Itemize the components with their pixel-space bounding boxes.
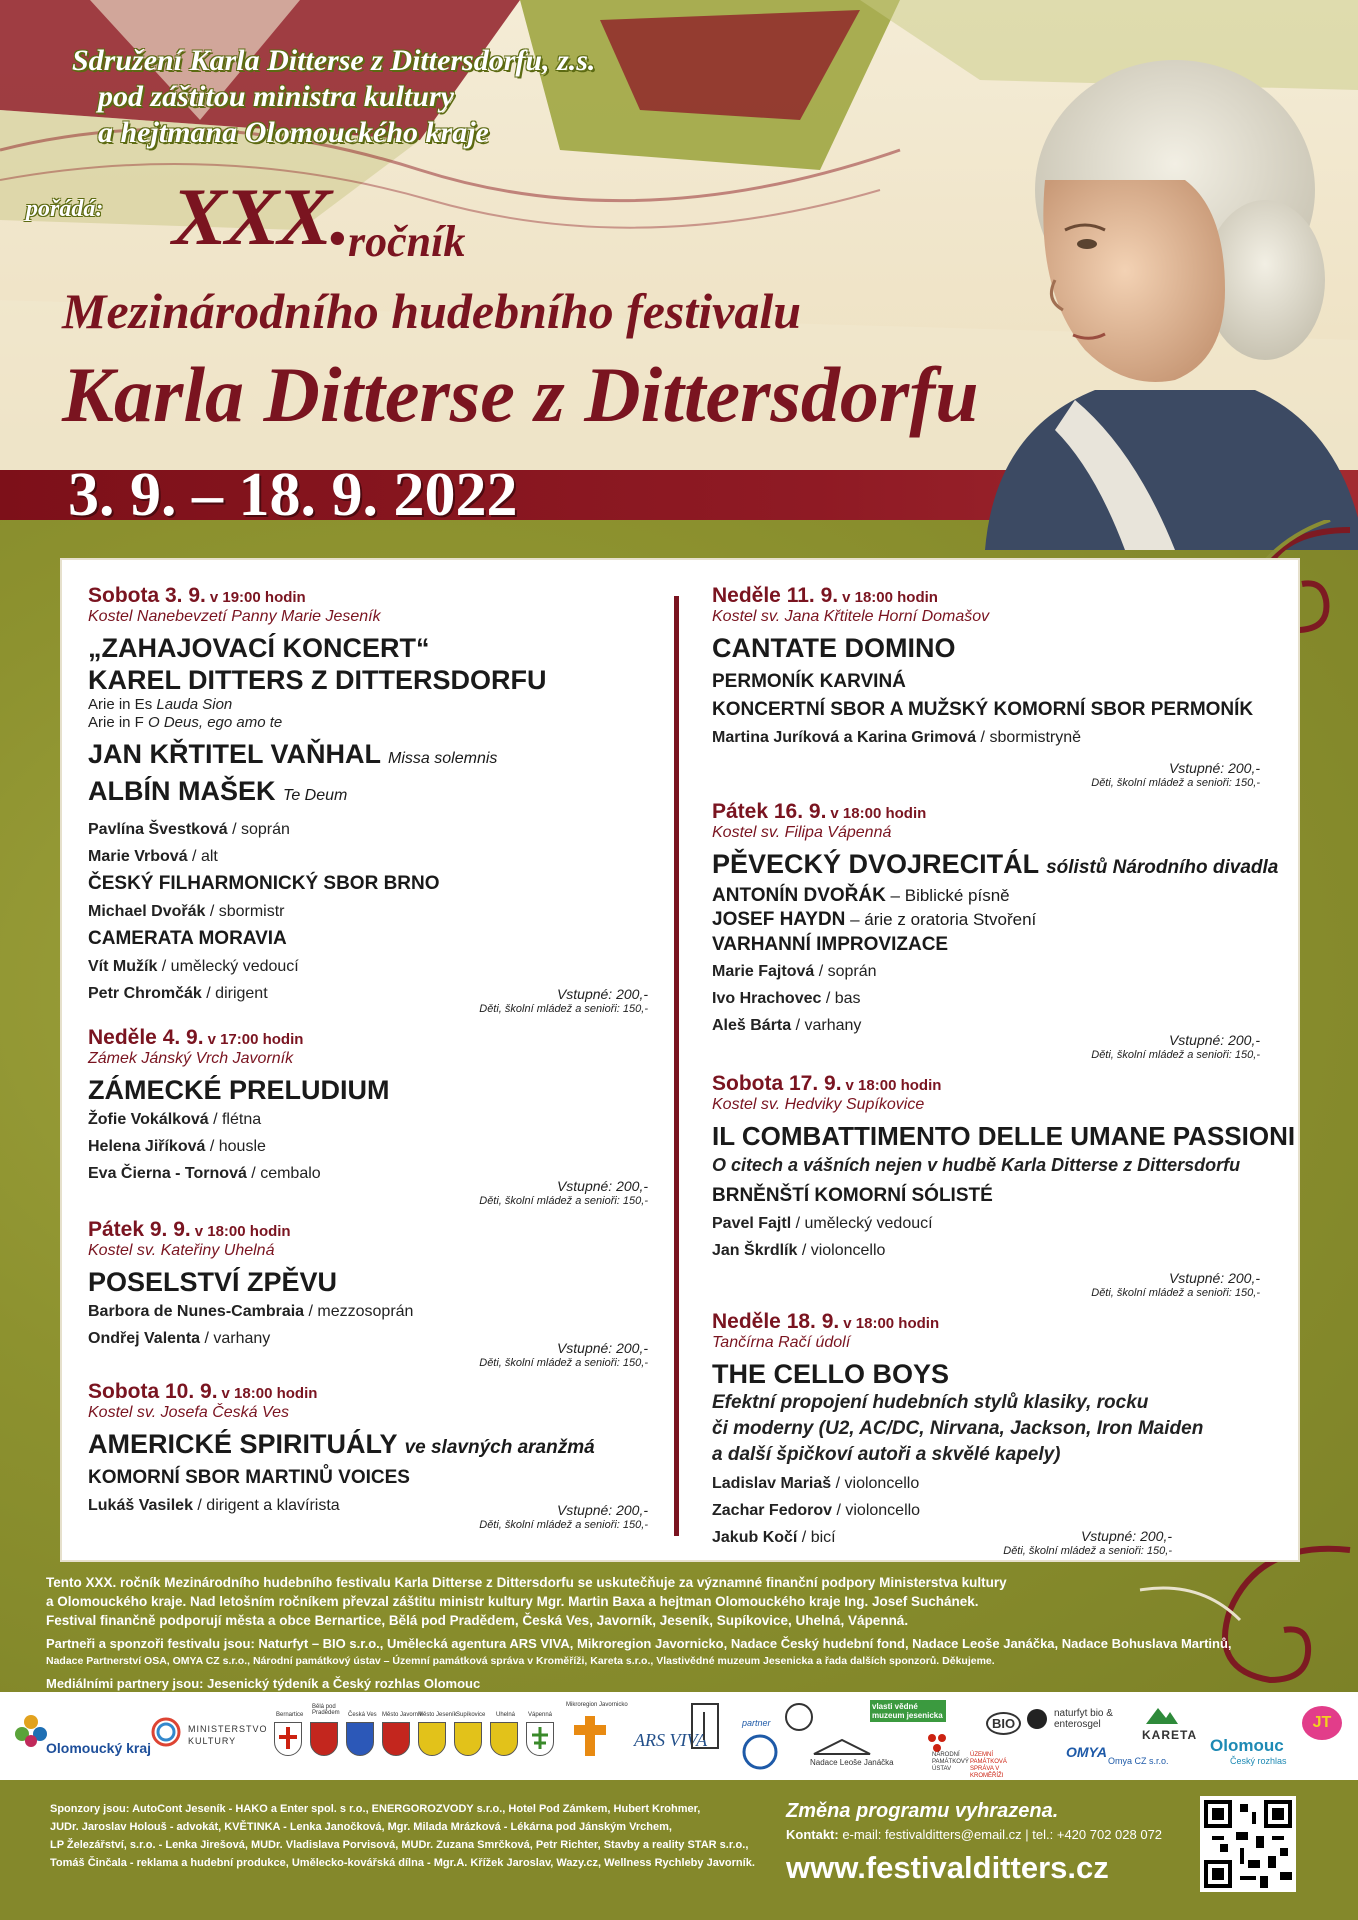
event-title: IL COMBATTIMENTO DELLE UMANE PASSIONI [712, 1121, 1296, 1151]
performer-name: Michael Dvořák [88, 903, 206, 920]
event-day [712, 1310, 1172, 1334]
event-time: v 18:00 hodin [843, 1315, 940, 1332]
flower-icon [14, 1714, 48, 1748]
event-date: Pátek 9. 9. [88, 1218, 191, 1241]
work-title: Missa solemnis [388, 750, 498, 767]
entry-fee: Vstupné: 200,- [1168, 1270, 1260, 1286]
composer-name: ANTONÍN DVOŘÁK [712, 885, 886, 906]
event-fri-9-9 [88, 1218, 648, 1370]
event-time: v 18:00 hodin [221, 1385, 318, 1402]
naturfyt-icon [1024, 1706, 1050, 1732]
event-date: Pátek 16. 9. [712, 800, 827, 823]
crest-label: Uhelná [496, 1712, 516, 1718]
performer [88, 1106, 648, 1133]
work-prefix: Arie in Es [88, 696, 157, 713]
info-line: Festival finančně podporují města a obce Bernartice, Bělá pod Pradědem, Česká Ves, Javorník, Jeseník, Supíkovice, Uhelná, Vápenná. [46, 1613, 909, 1628]
logo-jesenicky-tydenik: JT [1302, 1706, 1342, 1740]
event-subtitle: O citech a vášních nejen v hudbě Karla Ditterse z Dittersdorfu [712, 1155, 1241, 1175]
performer-name: Ladislav Mariaš [712, 1475, 832, 1492]
crest-label: Supíkovice [456, 1712, 486, 1718]
composer-name: ALBÍN MAŠEK [88, 776, 276, 806]
performer [712, 1497, 1172, 1524]
event-sun-4-9 [88, 1026, 648, 1208]
website-link[interactable]: www.festivalditters.cz [786, 1850, 1109, 1885]
performer [712, 1210, 1260, 1237]
crest-supikovice [454, 1722, 482, 1756]
event-sun-11-9 [712, 584, 1260, 790]
crest-vapenna [526, 1722, 554, 1756]
performer-role: / dirigent a klavírista [192, 1497, 340, 1514]
building-icon [812, 1736, 872, 1756]
performer-name: Jan Škrdlík [712, 1242, 798, 1259]
seal-icon [784, 1702, 814, 1732]
event-venue: Kostel sv. Filipa Vápenná [712, 824, 892, 841]
performer-name: Marie Vrbová [88, 848, 188, 865]
logo-ministry [150, 1716, 182, 1751]
event-sat-17-9 [712, 1072, 1296, 1300]
presents-label: pořádá: [26, 196, 104, 222]
organizer-line-3: a hejtmana Olomouckého kraje [98, 116, 489, 149]
work-title: – Biblické písně [885, 886, 1010, 905]
organizer-line-2: pod záštitou ministra kultury [98, 80, 454, 113]
qr-code-pattern [1204, 1800, 1292, 1888]
festival-dates: 3. 9. – 18. 9. 2022 [68, 461, 518, 529]
event-date: Sobota 3. 9. [88, 584, 206, 607]
performer [712, 1470, 1172, 1497]
event-title: „ZAHAJOVACÍ KONCERT“ [88, 633, 430, 663]
event-day [88, 584, 648, 608]
performer-role: / soprán [814, 963, 877, 980]
performer-role: / umělecký vedoucí [791, 1215, 933, 1232]
logo-martinu [784, 1702, 814, 1735]
performer-name: Petr Chromčák [88, 985, 202, 1002]
reduced-fee: Děti, školní mládež a senioři: 150,- [1091, 1049, 1260, 1061]
crest-label: Vápenná [528, 1712, 553, 1718]
performer-role: / bas [821, 990, 861, 1007]
logo-mikroregion [570, 1714, 610, 1761]
event-title-sub: sólistů Národního divadla [1046, 857, 1279, 878]
performer-name: Zachar Fedorov [712, 1502, 833, 1519]
cro-text: Český rozhlas [1230, 1756, 1287, 1766]
performer-role: / soprán [227, 821, 290, 838]
event-time: v 18:00 hodin [842, 589, 938, 606]
logo-omya: OMYA [1066, 1744, 1107, 1760]
ensemble-name: KONCERTNÍ SBOR A MUŽSKÝ KOMORNÍ SBOR PERMONÍK [712, 699, 1254, 720]
mountain-icon [1144, 1704, 1180, 1726]
performer-name: Ivo Hrachovec [712, 990, 822, 1007]
entry-fee: Vstupné: 200,- [1080, 1528, 1172, 1544]
performer-role: / cembalo [246, 1165, 321, 1182]
kareta-text: KARETA [1142, 1728, 1198, 1742]
program-right-column [712, 584, 1296, 1568]
entry-fee: Vstupné: 200,- [556, 986, 648, 1002]
crest-bernartice [274, 1722, 302, 1756]
performer-name: Marie Fajtová [712, 963, 815, 980]
work-line [712, 908, 1260, 932]
ticket-price [1003, 1529, 1172, 1558]
ensemble-name: KOMORNÍ SBOR MARTINŮ VOICES [88, 1467, 410, 1488]
performer [88, 1133, 648, 1160]
performer-role: / violoncello [831, 1475, 920, 1492]
npu-icon [926, 1732, 948, 1754]
info-line: Nadace Partnerství OSA, OMYA CZ s.r.o., Národní památkový ústav – Územní památková správa v Kroměříži, Kareta s.r.o., Vlastivědné muzeum Jesenicka a řada dalších sponzorů. Děkujeme. [46, 1655, 995, 1667]
work-line [88, 714, 648, 732]
work-line: VARHANNÍ IMPROVIZACE [712, 934, 949, 955]
performer-role: / bicí [797, 1529, 836, 1546]
sponsors-line: Tomáš Činčala - reklama a hudební produkce, Umělecko-kovářská dílna - Mgr.A. Křížek Jaroslav, Wazy.cz, Wellness Rychleby Javorník. [50, 1857, 755, 1869]
composer-portrait [925, 30, 1358, 550]
performer-role: / dirigent [201, 985, 268, 1002]
event-date: Sobota 10. 9. [88, 1380, 218, 1403]
qr-code[interactable] [1200, 1796, 1296, 1892]
performer-name: Žofie Vokálková [88, 1111, 209, 1128]
event-title [88, 1428, 648, 1464]
cross-icon [570, 1714, 610, 1758]
performer [712, 1237, 1260, 1264]
crest-label: Česká Ves [348, 1712, 377, 1718]
logo-ars-viva: ARS VIVA [634, 1730, 708, 1750]
event-title: CANTATE DOMINO [712, 633, 956, 663]
event-sat-3-9 [88, 584, 648, 1016]
crest-ceska-ves [346, 1722, 374, 1756]
composer-line [88, 738, 648, 775]
performer-role: / violoncello [832, 1502, 921, 1519]
crest-label: Bernartice [276, 1712, 304, 1718]
event-day [712, 584, 1260, 608]
entry-fee: Vstupné: 200,- [556, 1502, 648, 1518]
event-venue: Kostel sv. Jana Křtitele Horní Domašov [712, 608, 990, 625]
ticket-price [479, 1341, 648, 1370]
logo-naturfyt [1024, 1706, 1050, 1735]
performer-name: Barbora de Nunes-Cambraia [88, 1303, 305, 1320]
event-date: Neděle 11. 9. [712, 584, 839, 607]
ticket-price [1091, 761, 1260, 790]
festival-info [46, 1573, 1316, 1693]
ticket-price [479, 1503, 648, 1532]
composer-name: JAN KŘTITEL VAŇHAL [88, 739, 381, 769]
event-venue: Tančírna Račí údolí [712, 1334, 851, 1351]
event-venue: Kostel sv. Kateřiny Uhelná [88, 1242, 275, 1259]
crest-bela [310, 1722, 338, 1756]
event-description: Efektní propojení hudebních stylů klasiky, rocku [712, 1392, 1149, 1413]
program-left-column [88, 584, 648, 1542]
contact-label: Kontakt: [786, 1827, 839, 1842]
performer-name: Martina Juríková a Karina Grimová [712, 729, 977, 746]
event-day [712, 1072, 1260, 1096]
reduced-fee: Děti, školní mládež a senioři: 150,- [479, 1003, 648, 1015]
partner-icon [740, 1730, 780, 1770]
festival-name-line-2: Karla Ditterse z Dittersdorfu [62, 351, 979, 438]
performer-name: Pavel Fajtl [712, 1215, 792, 1232]
edition-number: XXX. [172, 171, 349, 262]
event-venue: Kostel sv. Hedviky Supíkovice [712, 1096, 925, 1113]
logo-nadace-janacek [812, 1736, 872, 1759]
entry-fee: Vstupné: 200,- [556, 1340, 648, 1356]
work-prefix: Arie in F [88, 714, 149, 731]
logo-olomoucky-kraj [14, 1714, 48, 1751]
performer [88, 1298, 648, 1325]
performer-role: / varhany [791, 1017, 862, 1034]
ministry-text-1: MINISTERSTVO [188, 1724, 268, 1734]
ensemble-name: PERMONÍK KARVINÁ [712, 671, 906, 692]
composer-line [88, 775, 648, 812]
performer-role: / umělecký vedoucí [157, 958, 299, 975]
work-line [712, 884, 1260, 908]
performer-name: Aleš Bárta [712, 1017, 792, 1034]
ministry-text-2: KULTURY [188, 1736, 237, 1746]
event-venue: Kostel Nanebevzetí Panny Marie Jeseník [88, 608, 381, 625]
entry-fee: Vstupné: 200,- [556, 1178, 648, 1194]
crest-uhelna [490, 1722, 518, 1756]
performer [88, 898, 648, 925]
event-fri-16-9 [712, 800, 1279, 1062]
event-time: v 18:00 hodin [194, 1223, 291, 1240]
performer [712, 724, 1260, 751]
performer-name: Ondřej Valenta [88, 1330, 201, 1347]
performer-role: / sbormistr [205, 903, 285, 920]
event-day [88, 1026, 648, 1050]
event-title: POSELSTVÍ ZPĚVU [88, 1267, 338, 1297]
ticket-price [1091, 1033, 1260, 1062]
event-description: a další špičkoví autoři a skvělé kapely) [712, 1444, 1061, 1465]
mikroregion-text: Mikroregion Javornicko [566, 1702, 628, 1708]
composer-name: JOSEF HAYDN [712, 909, 846, 930]
logo-cro-olomouc: Olomouc [1210, 1736, 1284, 1755]
performer [88, 843, 648, 870]
naturfyt-text: naturfyt bio & enterosgel [1054, 1708, 1113, 1730]
work-title: – árie z oratoria Stvoření [845, 910, 1037, 929]
event-time: v 18:00 hodin [845, 1077, 942, 1094]
npu-text-2: ÚZEMNÍ PAMÁTKOVÁ SPRÁVA V KROMĚŘÍŽI [970, 1752, 1007, 1779]
event-title-sub: ve slavných aranžmá [404, 1437, 595, 1458]
event-title: ZÁMECKÉ PRELUDIUM [88, 1075, 390, 1105]
entry-fee: Vstupné: 200,- [1168, 760, 1260, 776]
entry-fee: Vstupné: 200,- [1168, 1032, 1260, 1048]
ticket-price [479, 1179, 648, 1208]
reduced-fee: Děti, školní mládež a senioři: 150,- [479, 1195, 648, 1207]
event-day [712, 800, 1260, 824]
event-venue: Kostel sv. Josefa Česká Ves [88, 1404, 289, 1421]
nadace-janacek-text: Nadace Leoše Janáčka [810, 1758, 894, 1767]
crest-javornik [382, 1722, 410, 1756]
sponsors-line: LP Železářství, s.r.o. - Lenka Jirešová, MUDr. Vladislava Porvisová, MUDr. Zuzana Smrčková, Petr Richter, Stavby a reality STAR s.r.o., [50, 1839, 749, 1851]
event-title [712, 848, 1279, 884]
work-line [88, 696, 648, 714]
logo-bio: BIO [986, 1712, 1021, 1735]
performer [88, 953, 648, 980]
performer-role: / varhany [200, 1330, 271, 1347]
performer [88, 816, 648, 843]
event-day [88, 1380, 648, 1404]
ticket-price [479, 987, 648, 1016]
event-title-text: AMERICKÉ SPIRITUÁLY [88, 1429, 398, 1459]
event-day [88, 1218, 648, 1242]
performer-role: / flétna [208, 1111, 262, 1128]
performer-role: / violoncello [797, 1242, 886, 1259]
info-line: Mediálními partnery jsou: Jesenický týdeník a Český rozhlas Olomouc [46, 1676, 481, 1691]
performer-role: / housle [205, 1138, 266, 1155]
partner-text: partner [742, 1718, 771, 1728]
work-title: Lauda Sion [156, 696, 233, 713]
npu-text: NÁRODNÍ PAMÁTKOVÝ ÚSTAV [932, 1752, 969, 1772]
festival-name-line-1: Mezinárodního hudebního festivalu [62, 283, 802, 339]
logo-kareta [1144, 1704, 1180, 1729]
event-date: Sobota 17. 9. [712, 1072, 842, 1095]
logo-muzeum: vlasti vědné muzeum jesenicka [870, 1700, 946, 1722]
performer-name: Vít Mužík [88, 958, 158, 975]
reduced-fee: Děti, školní mládež a senioři: 150,- [1091, 1287, 1260, 1299]
crest-jesenik [418, 1722, 446, 1756]
reduced-fee: Děti, školní mládež a senioři: 150,- [1091, 777, 1260, 789]
sponsors-line: JUDr. Jaroslav Holouš - advokát, KVĚTINKA - Lenka Janočková, Mgr. Milada Mrázková - Lékárna pod Jánským Vrchem, [50, 1821, 672, 1833]
reduced-fee: Děti, školní mládež a senioři: 150,- [1003, 1545, 1172, 1557]
work-title: Te Deum [283, 787, 348, 804]
sponsors-list [50, 1800, 755, 1872]
ensemble-name: ČESKÝ FILHARMONICKÝ SBOR BRNO [88, 873, 440, 894]
edition-word: ročník [348, 217, 466, 266]
ministry-icon [150, 1716, 182, 1748]
event-time: v 18:00 hodin [830, 805, 927, 822]
reduced-fee: Děti, školní mládež a senioři: 150,- [479, 1519, 648, 1531]
event-venue: Zámek Jánský Vrch Javorník [88, 1050, 294, 1067]
info-line: Tento XXX. ročník Mezinárodního hudebního festivalu Karla Ditterse z Dittersdorfu se uskutečňuje za významné finanční podpory Ministerstva kultury [46, 1575, 1007, 1590]
logo-partner-osa [740, 1730, 780, 1773]
event-sat-10-9 [88, 1380, 648, 1532]
info-line: Partneři a sponzoři festivalu jsou: Naturfyt – BIO s.r.o., Umělecká agentura ARS VIVA, Mikroregion Javornicko, Nadace Český hudební fond, Nadace Leoše Janáčka, Nadace Bohuslava Martinů, [46, 1636, 1232, 1651]
event-date: Neděle 4. 9. [88, 1026, 204, 1049]
performer-role: / sbormistryně [976, 729, 1082, 746]
performer-name: Helena Jiříková [88, 1138, 206, 1155]
info-line: a Olomouckého kraje. Nad letošním ročníkem převzal záštitu ministr kultury Mgr. Martin Baxa a hejtman Olomouckého kraje Ing. Josef Suchánek. [46, 1594, 979, 1609]
crest-label: Bělá pod Pradědem [312, 1704, 340, 1716]
performer [712, 958, 1260, 985]
performer-name: Lukáš Vasilek [88, 1497, 193, 1514]
event-date: Neděle 18. 9. [712, 1310, 840, 1333]
logo-hudebni-fond [690, 1702, 720, 1755]
ensemble-name: CAMERATA MORAVIA [88, 928, 287, 949]
omya-text: Omya CZ s.r.o. [1108, 1756, 1169, 1766]
event-time: v 17:00 hodin [207, 1031, 304, 1048]
event-description: či moderny (U2, AC/DC, Nirvana, Jackson, Iron Maiden [712, 1418, 1204, 1439]
reduced-fee: Děti, školní mládež a senioři: 150,- [479, 1357, 648, 1369]
ticket-price [1091, 1271, 1260, 1300]
music-icon [690, 1702, 720, 1752]
contact-line [786, 1827, 1162, 1842]
crest-label: Město Javorník [382, 1712, 423, 1718]
organizer-line-1: Sdružení Karla Ditterse z Dittersdorfu, z.s. [72, 44, 596, 77]
event-title-text: PĚVECKÝ DVOJRECITÁL [712, 849, 1039, 879]
performer [712, 985, 1260, 1012]
performer-name: Jakub Kočí [712, 1529, 798, 1546]
sponsors-line: Sponzory jsou: AutoCont Jeseník - HAKO a Enter spol. s r.o., ENERGOROZVODY s.r.o., Hotel Pod Zámkem, Hubert Krohmer, [50, 1803, 701, 1815]
column-divider [674, 596, 679, 1536]
event-time: v 19:00 hodin [209, 589, 306, 606]
performer-role: / mezzosoprán [304, 1303, 414, 1320]
contact-details[interactable]: e-mail: festivalditters@email.cz | tel.: +420 702 028 072 [838, 1827, 1163, 1842]
performer-role: / alt [187, 848, 218, 865]
event-title: THE CELLO BOYS [712, 1359, 950, 1389]
performer-name: Pavlína Švestková [88, 821, 228, 838]
ensemble-name: BRNĚNŠTÍ KOMORNÍ SÓLISTÉ [712, 1185, 993, 1206]
performer-name: Eva Čierna - Tornová [88, 1165, 247, 1182]
work-title: O Deus, ego amo te [148, 714, 283, 731]
program-change-note: Změna programu vyhrazena. [786, 1800, 1059, 1822]
logo-olomoucky-kraj-text: Olomoucký kraj [46, 1740, 152, 1756]
event-composer: KAREL DITTERS Z DITTERSDORFU [88, 665, 547, 695]
event-sun-18-9 [712, 1310, 1204, 1558]
crest-label: Město Jeseník [418, 1712, 457, 1718]
